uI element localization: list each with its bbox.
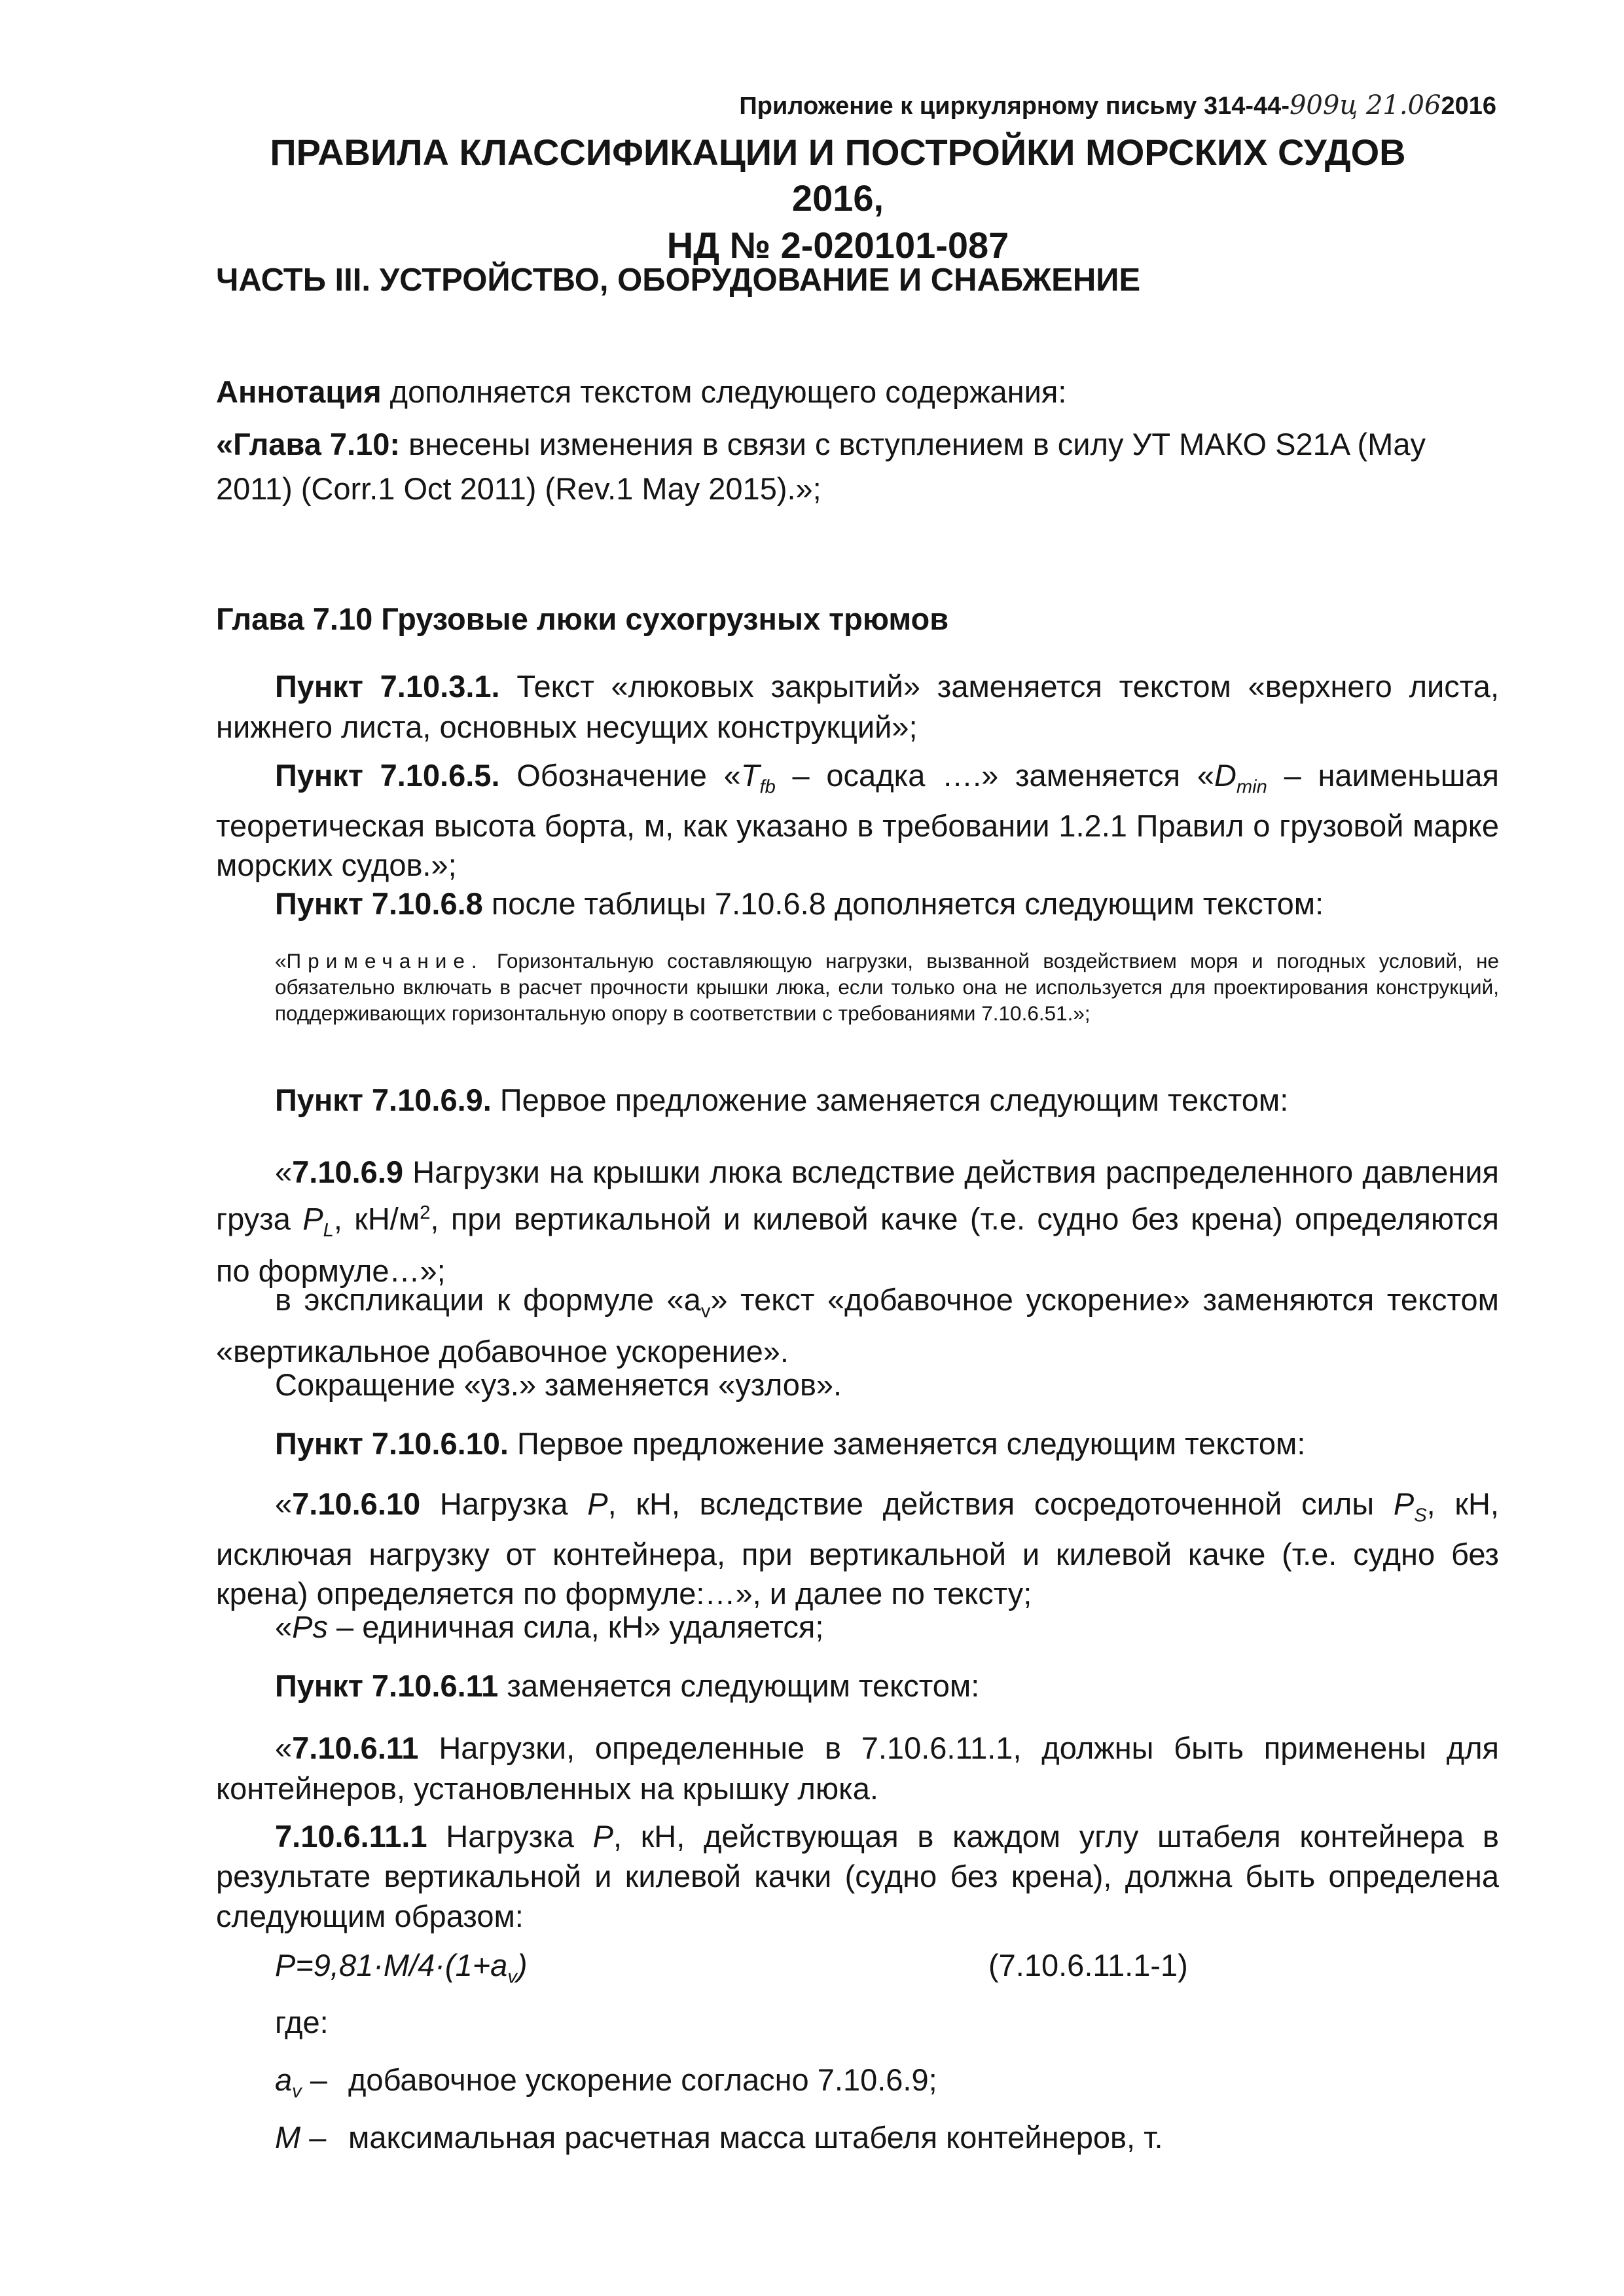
definition-m: M –максимальная расчетная масса штабеля контейнеров, т. [275, 2120, 1163, 2155]
paragraph-7-10-6-11-heading: Пункт 7.10.6.11 заменяется следующим текстом: [275, 1668, 980, 1703]
formula-number: (7.10.6.11.1-1) [988, 1948, 1188, 1982]
paragraph-7-10-6-10-heading: Пункт 7.10.6.10. Первое предложение заменяется следующим текстом: [275, 1426, 1306, 1461]
paragraph-abbreviation: Сокращение «уз.» заменяется «узлов». [275, 1367, 842, 1402]
formula: $P=9,81\cdot M/4\cdot(1+a_v)$ [275, 1948, 528, 1988]
paragraph-ps-removed: «Ps – единичная сила, кН» удаляется; [275, 1609, 824, 1644]
part-title: ЧАСТЬ III. УСТРОЙСТВО, ОБОРУДОВАНИЕ И СНАБЖЕНИЕ [216, 262, 1141, 298]
document-number: НД № 2-020101-087 [666, 224, 1009, 266]
paragraph-7-10-6-5: Пункт 7.10.6.5. Обозначение «$T_{fb}$ – осадка ….» заменяется «$D_{min}$ – наименьшая теоретическая высота борта, м, как указано в требовании 1.2.1 Правил о грузовой марке морских судов.»; [216, 758, 1499, 883]
handwritten-number-and-date: 909ц 21.06 [1289, 90, 1441, 120]
paragraph-7-10-6-8: Пункт 7.10.6.8 после таблицы 7.10.6.8 дополняется следующим текстом: [275, 886, 1324, 921]
chapter-title: Глава 7.10 Грузовые люки сухогрузных трюмов [216, 601, 949, 636]
paragraph-7-10-6-11-1: 7.10.6.11.1 Нагрузка P, кН, действующая в каждом углу штабеля контейнера в результате вертикальной и килевой качки (судно без крена), должна быть определена следующим образом: [216, 1819, 1499, 1933]
paragraph-7-10-6-9-text: «7.10.6.9 Нагрузки на крышки люка вследствие действия распределенного давления груза $P_L$, $кН/м^2$, при вертикальной и килевой качке (т.е. судно без крена) определяются по формуле…»; [216, 1155, 1499, 1289]
paragraph-7-10-6-9-heading: Пункт 7.10.6.9. Первое предложение заменяется следующим текстом: [275, 1083, 1289, 1117]
paragraph-7-10-6-10-text: «7.10.6.10 Нагрузка P, кН, вследствие действия сосредоточенной силы $P_S$, кН, исключая нагрузку от контейнера, при вертикальной и килевой качке (т.е. судно без крена) определяется по формуле:…», и далее по тексту; [216, 1486, 1499, 1611]
annotation-quote: «Глава 7.10: внесены изменения в связи с вступлением в силу УТ МАКО S21A (May 2011) (Corr.1 Oct 2011) (Rev.1 May 2015).»; [216, 427, 1426, 506]
paragraph-explication: в экспликации к формуле «$a_v$» текст «добавочное ускорение» заменяются текстом «вертикальное добавочное ускорение». [216, 1282, 1499, 1369]
reference-year: 2016 [1441, 92, 1496, 120]
definition-av: $a_v$ –добавочное ускорение согласно 7.10.6.9; [275, 2062, 937, 2102]
document-title-year: 2016, [791, 177, 884, 219]
where-label: где: [275, 2005, 329, 2039]
reference-prefix: Приложение к циркулярному письму 314-44- [739, 92, 1290, 120]
paragraph-7-10-3-1: Пункт 7.10.3.1. Текст «люковых закрытий» заменяется текстом «верхнего листа, нижнего листа, основных несущих конструкций»; [216, 669, 1500, 744]
note-label: Примечание. [286, 949, 484, 973]
annotation-intro: Аннотация дополняется текстом следующего содержания: [216, 374, 1067, 409]
note-block: «Примечание. Горизонтальную составляющую нагрузки, вызванной воздействием моря и погодных условий, не обязательно включать в расчет прочности крышки люка, если только она не используется для проектирования конструкций, поддерживающих горизонтальную опору в соответствии с требованиями 7.10.6.51.»; [275, 949, 1499, 1025]
document-title: ПРАВИЛА КЛАССИФИКАЦИИ И ПОСТРОЙКИ МОРСКИХ СУДОВ [270, 132, 1406, 173]
paragraph-7-10-6-11-text: «7.10.6.11 Нагрузки, определенные в 7.10.6.11.1, должны быть применены для контейнеров, установленных на крышку люка. [216, 1731, 1499, 1806]
circular-letter-reference [739, 90, 1496, 120]
